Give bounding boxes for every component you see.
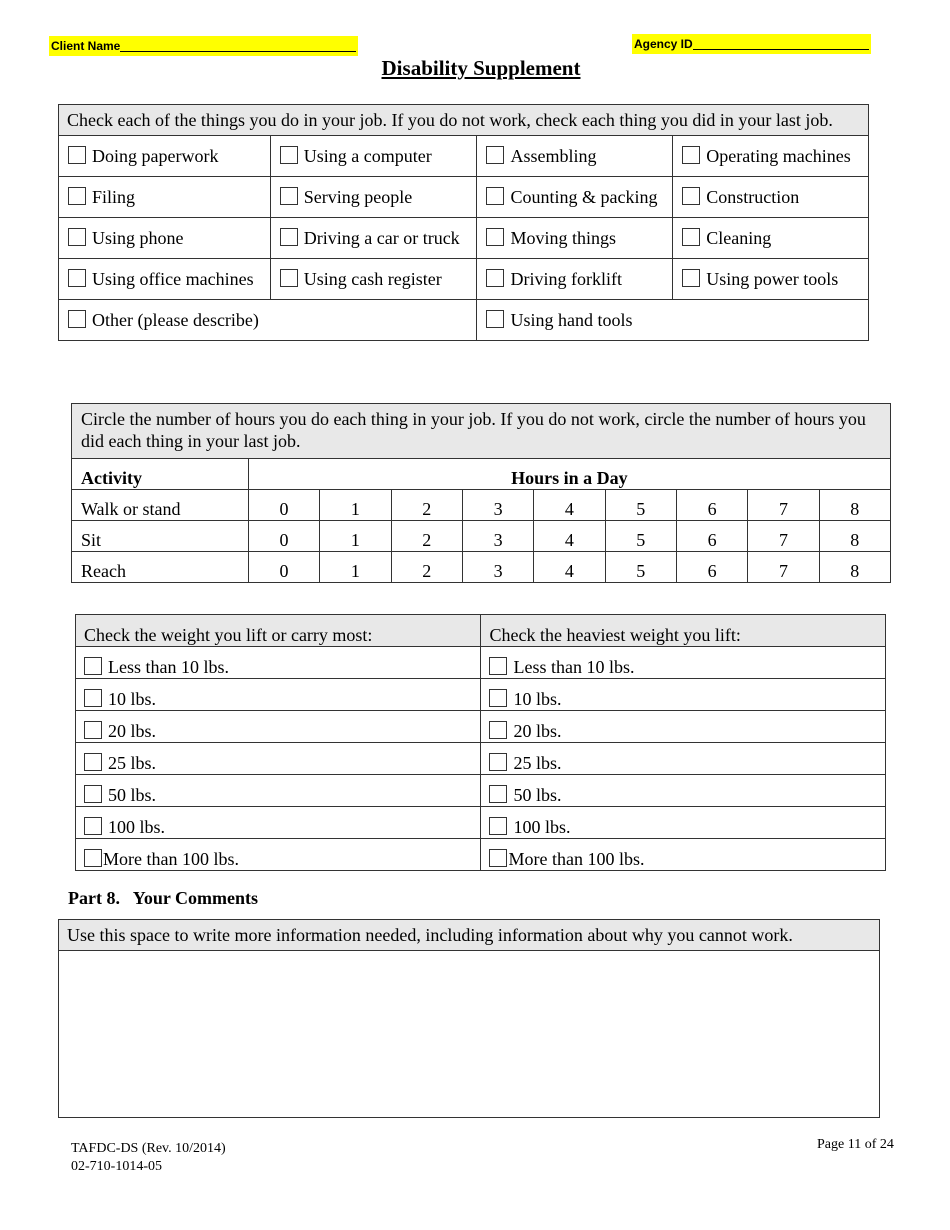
task-other[interactable]: Other (please describe) bbox=[59, 300, 477, 341]
hours-table bbox=[71, 403, 891, 583]
task-power-tools[interactable]: Using power tools bbox=[673, 259, 869, 300]
checkbox[interactable] bbox=[682, 146, 700, 164]
table-row bbox=[76, 615, 886, 647]
checkbox[interactable] bbox=[682, 228, 700, 246]
task-driving-car[interactable]: Driving a car or truck bbox=[270, 218, 477, 259]
comments-textarea[interactable] bbox=[59, 951, 880, 1118]
hours-instruction: Circle the number of hours you do each thing in your job. If you do not work, circle the number of hours you did each thing in your last job. bbox=[72, 404, 891, 459]
checkbox[interactable] bbox=[68, 269, 86, 287]
checkbox[interactable] bbox=[489, 753, 507, 771]
page-number: Page 11 of 24 bbox=[817, 1137, 894, 1152]
hour-option[interactable]: 3 bbox=[462, 490, 533, 521]
checkbox[interactable] bbox=[68, 228, 86, 246]
activity-sit: Sit bbox=[72, 521, 249, 552]
hour-option[interactable]: 7 bbox=[748, 490, 819, 521]
task-driving-forklift[interactable]: Driving forklift bbox=[477, 259, 673, 300]
table-row bbox=[76, 711, 886, 743]
table-row bbox=[76, 679, 886, 711]
hour-option[interactable]: 6 bbox=[676, 521, 747, 552]
heaviest-option[interactable]: More than 100 lbs. bbox=[481, 839, 886, 871]
hour-option[interactable]: 8 bbox=[819, 521, 890, 552]
weight-heaviest-header: Check the heaviest weight you lift: bbox=[481, 615, 886, 647]
client-name-line[interactable] bbox=[120, 37, 356, 52]
page-title: Disability Supplement bbox=[381, 56, 581, 80]
form-number: 02-710-1014-05 bbox=[71, 1159, 162, 1174]
client-name-label: Client Name bbox=[51, 39, 121, 53]
checkbox[interactable] bbox=[68, 310, 86, 328]
hour-option[interactable]: 4 bbox=[534, 552, 605, 583]
carry-option[interactable]: 20 lbs. bbox=[76, 711, 481, 743]
table-row bbox=[59, 218, 869, 259]
hour-option[interactable]: 5 bbox=[605, 552, 676, 583]
task-cleaning[interactable]: Cleaning bbox=[673, 218, 869, 259]
checkbox[interactable] bbox=[489, 657, 507, 675]
hour-option[interactable]: 1 bbox=[320, 552, 391, 583]
task-serving-people[interactable]: Serving people bbox=[270, 177, 477, 218]
hour-option[interactable]: 3 bbox=[462, 521, 533, 552]
agency-id-line[interactable] bbox=[693, 35, 869, 50]
table-row bbox=[72, 459, 891, 490]
heaviest-option[interactable]: 10 lbs. bbox=[481, 679, 886, 711]
comments-table bbox=[58, 919, 880, 1118]
checkbox[interactable] bbox=[682, 269, 700, 287]
table-row bbox=[72, 490, 891, 521]
checkbox[interactable] bbox=[486, 310, 504, 328]
checkbox[interactable] bbox=[68, 187, 86, 205]
hour-option[interactable]: 3 bbox=[462, 552, 533, 583]
hour-option[interactable]: 6 bbox=[676, 552, 747, 583]
hour-option[interactable]: 2 bbox=[391, 490, 462, 521]
heaviest-option[interactable]: 50 lbs. bbox=[481, 775, 886, 807]
comments-instruction: Use this space to write more information needed, including information about why you cannot work. bbox=[59, 920, 880, 951]
heaviest-option[interactable]: 25 lbs. bbox=[481, 743, 886, 775]
hour-option[interactable]: 4 bbox=[534, 521, 605, 552]
checkbox[interactable] bbox=[489, 817, 507, 835]
task-construction[interactable]: Construction bbox=[673, 177, 869, 218]
carry-option[interactable]: 10 lbs. bbox=[76, 679, 481, 711]
hour-option[interactable]: 7 bbox=[748, 552, 819, 583]
form-id: TAFDC-DS (Rev. 10/2014) bbox=[71, 1141, 226, 1156]
table-row bbox=[76, 647, 886, 679]
heaviest-option[interactable]: Less than 10 lbs. bbox=[481, 647, 886, 679]
checkbox[interactable] bbox=[84, 785, 102, 803]
carry-option[interactable]: Less than 10 lbs. bbox=[76, 647, 481, 679]
task-using-phone[interactable]: Using phone bbox=[59, 218, 271, 259]
checkbox[interactable] bbox=[280, 228, 298, 246]
hour-option[interactable]: 2 bbox=[391, 521, 462, 552]
checkbox[interactable] bbox=[489, 721, 507, 739]
task-assembling[interactable]: Assembling bbox=[477, 136, 673, 177]
checkbox[interactable] bbox=[280, 269, 298, 287]
hours-header: Hours in a Day bbox=[248, 459, 890, 490]
hour-option[interactable]: 0 bbox=[248, 552, 319, 583]
carry-option[interactable]: 25 lbs. bbox=[76, 743, 481, 775]
checkbox[interactable] bbox=[489, 849, 507, 867]
task-doing-paperwork[interactable]: Doing paperwork bbox=[59, 136, 271, 177]
agency-id-label: Agency ID bbox=[634, 37, 693, 51]
weights-table bbox=[75, 614, 886, 871]
checkbox[interactable] bbox=[489, 785, 507, 803]
task-office-machines[interactable]: Using office machines bbox=[59, 259, 271, 300]
checkbox[interactable] bbox=[486, 269, 504, 287]
hour-option[interactable]: 0 bbox=[248, 490, 319, 521]
table-row bbox=[76, 839, 886, 871]
task-counting-packing[interactable]: Counting & packing bbox=[477, 177, 673, 218]
job-tasks-instruction: Check each of the things you do in your job. If you do not work, check each thing you did in your last job. bbox=[59, 105, 869, 136]
task-cash-register[interactable]: Using cash register bbox=[270, 259, 477, 300]
footer-form-id bbox=[71, 1140, 226, 1176]
hour-option[interactable]: 4 bbox=[534, 490, 605, 521]
part8-heading: Part 8. Your Comments bbox=[68, 888, 258, 908]
checkbox[interactable] bbox=[486, 228, 504, 246]
hour-option[interactable]: 8 bbox=[819, 490, 890, 521]
checkbox[interactable] bbox=[489, 689, 507, 707]
table-row bbox=[76, 775, 886, 807]
hour-option[interactable]: 1 bbox=[320, 490, 391, 521]
checkbox[interactable] bbox=[682, 187, 700, 205]
checkbox[interactable] bbox=[84, 721, 102, 739]
checkbox[interactable] bbox=[84, 657, 102, 675]
hour-option[interactable]: 6 bbox=[676, 490, 747, 521]
table-row bbox=[59, 300, 869, 341]
weight-carry-header: Check the weight you lift or carry most: bbox=[76, 615, 481, 647]
table-row bbox=[59, 177, 869, 218]
checkbox[interactable] bbox=[84, 817, 102, 835]
task-hand-tools[interactable]: Using hand tools bbox=[477, 300, 869, 341]
table-row bbox=[59, 259, 869, 300]
heaviest-option[interactable]: 20 lbs. bbox=[481, 711, 886, 743]
activity-walk-stand: Walk or stand bbox=[72, 490, 249, 521]
checkbox[interactable] bbox=[68, 146, 86, 164]
hour-option[interactable]: 5 bbox=[605, 521, 676, 552]
agency-id-field[interactable] bbox=[632, 34, 871, 54]
activity-reach: Reach bbox=[72, 552, 249, 583]
task-operating-machines[interactable]: Operating machines bbox=[673, 136, 869, 177]
carry-option[interactable]: 100 lbs. bbox=[76, 807, 481, 839]
client-name-field[interactable] bbox=[49, 36, 358, 56]
carry-option[interactable]: More than 100 lbs. bbox=[76, 839, 481, 871]
table-row bbox=[76, 743, 886, 775]
heaviest-option[interactable]: 100 lbs. bbox=[481, 807, 886, 839]
hour-option[interactable]: 5 bbox=[605, 490, 676, 521]
checkbox[interactable] bbox=[84, 753, 102, 771]
table-row bbox=[59, 136, 869, 177]
task-using-computer[interactable]: Using a computer bbox=[270, 136, 477, 177]
checkbox[interactable] bbox=[84, 689, 102, 707]
hour-option[interactable]: 1 bbox=[320, 521, 391, 552]
checkbox[interactable] bbox=[486, 146, 504, 164]
task-moving-things[interactable]: Moving things bbox=[477, 218, 673, 259]
task-filing[interactable]: Filing bbox=[59, 177, 271, 218]
checkbox[interactable] bbox=[486, 187, 504, 205]
checkbox[interactable] bbox=[280, 187, 298, 205]
hour-option[interactable]: 0 bbox=[248, 521, 319, 552]
table-row bbox=[72, 552, 891, 583]
hour-option[interactable]: 7 bbox=[748, 521, 819, 552]
table-row bbox=[76, 807, 886, 839]
activity-header: Activity bbox=[72, 459, 249, 490]
table-row bbox=[72, 521, 891, 552]
checkbox[interactable] bbox=[280, 146, 298, 164]
hour-option[interactable]: 8 bbox=[819, 552, 890, 583]
hour-option[interactable]: 2 bbox=[391, 552, 462, 583]
carry-option[interactable]: 50 lbs. bbox=[76, 775, 481, 807]
checkbox[interactable] bbox=[84, 849, 102, 867]
job-tasks-table bbox=[58, 104, 869, 341]
